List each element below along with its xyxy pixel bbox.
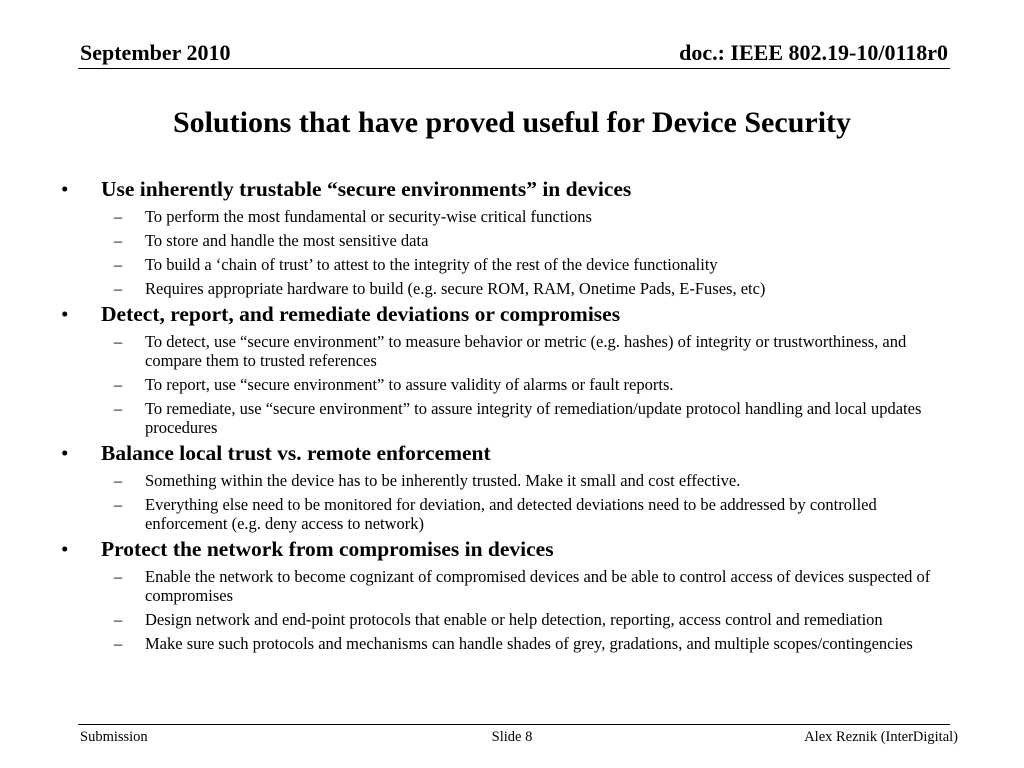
bullet-text: Use inherently trustable “secure environments” in devices [101,177,632,201]
header-divider [78,68,950,69]
dash-marker: – [114,332,123,351]
sub-bullet-text: Something within the device has to be inherently trusted. Make it small and cost effective. [145,471,741,490]
dash-marker: – [114,231,123,250]
sub-bullet-text: To report, use “secure environment” to assure validity of alarms or fault reports. [145,375,674,394]
dash-marker: – [114,471,123,490]
sub-bullet-item [58,471,958,490]
sub-bullet-item [58,399,958,437]
sub-bullet-text: Make sure such protocols and mechanisms can handle shades of grey, gradations, and multiple scopes/contingencies [145,634,913,653]
sub-bullet-text: Enable the network to become cognizant of compromised devices and be able to control access of devices suspected of compromises [145,567,931,605]
sub-bullet-text: To build a ‘chain of trust’ to attest to the integrity of the rest of the device functionality [145,255,718,274]
bullet-marker: • [61,441,69,465]
sub-bullet-text: Design network and end-point protocols that enable or help detection, reporting, access control and remediation [145,610,883,629]
sub-bullet-text: Everything else need to be monitored for deviation, and detected deviations need to be addressed by controlled enforcement (e.g. deny access to network) [145,495,877,533]
bullet-marker: • [61,302,69,326]
bullet-marker: • [61,177,69,201]
bullet-item [58,440,958,466]
sub-bullet-item [58,610,958,629]
header-doc-id: doc.: IEEE 802.19-10/0118r0 [679,40,948,65]
dash-marker: – [114,255,123,274]
footer-submission: Submission [80,729,148,745]
dash-marker: – [114,634,123,653]
sub-bullet-text: To detect, use “secure environment” to measure behavior or metric (e.g. hashes) of integrity or trustworthiness, and compare them to trusted references [145,332,907,370]
sub-bullet-text: To store and handle the most sensitive data [145,231,429,250]
dash-marker: – [114,610,123,629]
bullet-item [58,301,958,327]
dash-marker: – [114,375,123,394]
footer-author: Alex Reznik (InterDigital) [804,729,958,745]
sub-bullet-item [58,375,958,394]
dash-marker: – [114,279,123,298]
bullet-item [58,536,958,562]
sub-bullet-item [58,495,958,533]
sub-bullet-item [58,255,958,274]
sub-bullet-text: To perform the most fundamental or security-wise critical functions [145,207,592,226]
bullet-text: Balance local trust vs. remote enforcement [101,441,491,465]
footer-divider [78,724,950,725]
header-date: September 2010 [80,40,231,65]
sub-bullet-text: To remediate, use “secure environment” to assure integrity of remediation/update protocol handling and local updates procedures [145,399,922,437]
bullet-marker: • [61,537,69,561]
slide-title: Solutions that have proved useful for Device Security [172,106,852,139]
sub-bullet-item [58,567,958,605]
sub-bullet-item [58,332,958,370]
bullet-text: Detect, report, and remediate deviations or compromises [101,302,621,326]
footer-slide-number: Slide 8 [491,729,533,745]
dash-marker: – [114,207,123,226]
dash-marker: – [114,567,123,586]
sub-bullet-text: Requires appropriate hardware to build (e.g. secure ROM, RAM, Onetime Pads, E-Fuses, etc) [145,279,766,298]
bullet-text: Protect the network from compromises in devices [101,537,554,561]
dash-marker: – [114,399,123,418]
dash-marker: – [114,495,123,514]
sub-bullet-item [58,207,958,226]
sub-bullet-item [58,279,958,298]
sub-bullet-item [58,634,958,653]
bullet-item [58,176,958,202]
sub-bullet-item [58,231,958,250]
slide-body [58,173,958,653]
